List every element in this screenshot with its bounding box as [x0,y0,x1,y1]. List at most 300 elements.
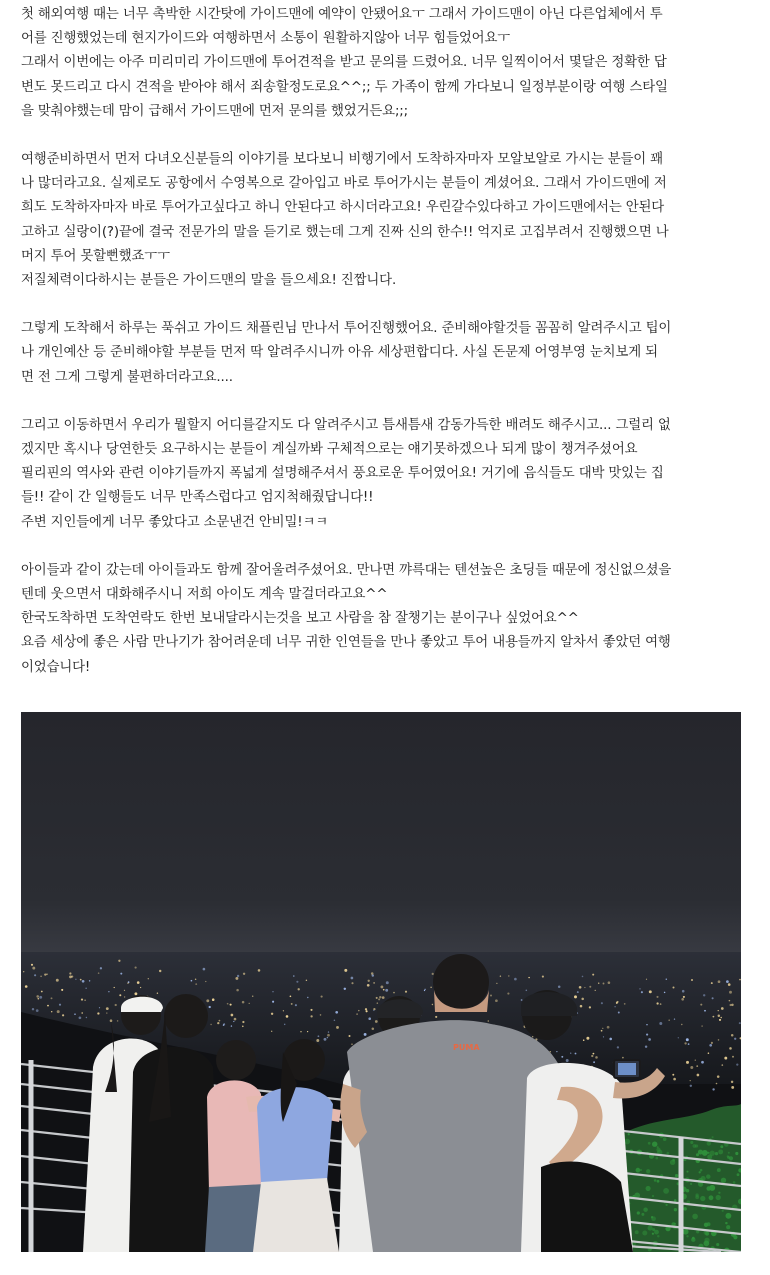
foliage-leaf [652,1141,657,1146]
city-light [673,1078,676,1081]
text-line: 희도 도착하자마자 바로 투어가고싶다고 하니 안된다고 하시더라고요! 우린갈수있다하고 가이드맨에서는 안된다 [21,200,665,216]
city-light [100,967,102,969]
foliage-leaf [642,1230,647,1235]
city-light [731,1081,733,1083]
foliage-leaf [686,1171,688,1173]
foliage-leaf [695,1144,698,1147]
foliage-leaf [733,1181,736,1184]
city-light [233,1021,234,1022]
foliage-leaf [691,1238,695,1242]
city-light [23,971,24,972]
city-light [242,1026,244,1028]
city-light [36,995,39,998]
city-light [310,1015,312,1017]
city-light [589,1006,591,1008]
foliage-leaf [655,1157,658,1160]
city-light [688,1043,690,1045]
foliage-leaf [718,1192,720,1194]
city-light [79,1016,82,1019]
city-light [32,1008,34,1010]
city-light [217,1022,219,1024]
city-light [86,988,87,989]
city-light [507,993,509,995]
city-light [351,982,353,984]
city-light [324,1038,327,1041]
city-light [711,982,713,984]
foliage-leaf [720,1145,723,1148]
city-light [327,1037,328,1038]
night-sky [21,712,741,962]
city-light [243,973,245,975]
city-light [106,1012,107,1013]
city-light [579,986,582,989]
city-light [191,980,193,982]
city-light [210,1024,211,1025]
city-light [80,979,82,981]
city-light [648,1038,651,1041]
city-light [97,1012,99,1014]
city-light [242,1001,245,1004]
text-line: 주변 지인들에게 너무 좋았다고 소문낸건 안비밀!ㅋㅋ [21,514,329,530]
city-light [212,998,215,1001]
night-view-illustration [21,712,741,1252]
city-light [532,1036,533,1037]
foliage-leaf [709,1195,714,1200]
city-light [318,1035,320,1037]
city-light [62,1014,64,1016]
foliage-leaf [683,1207,686,1210]
city-light [41,991,43,993]
city-light [368,980,370,982]
city-light [334,1020,336,1022]
city-light [108,991,109,992]
text-line: 저질체력이다하시는 분들은 가이드맨의 말을 들으세요! 진짭니다. [21,273,397,289]
city-light [488,1020,490,1022]
city-light [39,996,42,999]
city-light [683,996,685,998]
city-light [701,1025,702,1026]
foliage-leaf [707,1141,711,1145]
city-light [734,1038,736,1040]
city-light [718,1039,720,1041]
city-light [681,998,684,1001]
foliage-leaf [675,1174,678,1177]
city-light [521,999,523,1001]
city-light [40,975,42,977]
city-light [231,1014,234,1017]
city-light [307,1031,308,1032]
city-light [570,1053,571,1054]
city-light [603,983,605,985]
text-line: 겠지만 혹시나 당연한듯 요구하시는 분들이 계실까봐 구체적으로는 얘기못하겠으나 되게 많이 챙겨주셨어요 [21,442,638,458]
city-light [119,994,121,996]
city-light [704,1010,706,1012]
city-light [617,1046,619,1048]
city-light [583,1039,585,1041]
city-light [584,987,585,988]
city-light [249,1003,250,1004]
foliage-leaf [646,1186,651,1191]
city-light [236,989,239,992]
city-light [327,1034,330,1037]
city-light [219,1020,221,1022]
text-line: 첫 해외여행 때는 너무 촉박한 시간탓에 가이드맨에 예약이 안됐어요ㅜ 그래서 가이드맨이 아닌 다른업체에서 투 [21,7,663,22]
city-light [732,1056,734,1058]
city-light [672,1074,674,1076]
city-light [321,996,323,998]
city-light [686,1061,689,1064]
foliage-leaf [701,1176,706,1181]
city-light [729,991,732,994]
text-line: 이었습니다! [21,659,91,675]
city-light [731,1004,733,1006]
city-light [686,1038,689,1041]
city-light [528,977,529,978]
city-light [377,1002,379,1004]
city-light [366,1010,368,1012]
city-light [118,960,120,962]
city-light [372,974,374,976]
foliage-leaf [636,1168,641,1173]
city-light [432,1004,433,1005]
foliage-leaf [628,1133,630,1135]
foliage-leaf [726,1225,730,1229]
foliage-leaf [651,1216,653,1218]
foliage-leaf [648,1142,651,1145]
city-light [272,991,273,992]
city-light [364,1033,367,1036]
city-light [386,981,389,984]
city-light [74,1013,76,1015]
night-view-photo [21,712,741,1252]
city-light [660,1003,662,1005]
foliage-leaf [665,1204,667,1206]
city-light [736,1063,738,1065]
city-light [81,999,83,1001]
text-line: 면 전 그게 그렇게 불편하더라고요.... [21,369,233,385]
city-light [695,1060,696,1061]
city-light [614,1006,615,1007]
text-line: 머지 투어 못할뻔했죠ㅜㅜ [21,248,170,264]
city-light [378,998,380,1000]
city-light [691,979,693,981]
city-light [56,979,59,982]
city-light [646,1034,648,1036]
foliage-leaf [733,1235,737,1239]
city-light [59,1004,61,1006]
city-light [286,1015,289,1018]
city-light [682,990,685,993]
city-light [593,1053,595,1055]
foliage-leaf [663,1188,669,1194]
city-light [701,1061,704,1064]
foliage-leaf [648,1226,653,1231]
text-line: 여행준비하면서 먼저 다녀오신분들의 이야기를 보다보니 비행기에서 도착하자마자 모알보알로 가시는 분들이 꽤 [21,152,663,168]
city-light [728,983,731,986]
city-light [726,980,729,983]
city-light [358,1010,359,1011]
city-light [114,987,115,988]
city-light [84,1000,85,1001]
city-light [306,980,307,981]
city-light [31,964,33,966]
foliage-leaf [727,1156,730,1159]
city-light [618,1012,620,1014]
city-light [367,984,370,987]
text-line: 어를 진행했었는데 현지가이드와 여행하면서 소통이 원활하지않아 너무 힘들었어요ㅜ [21,31,511,47]
foliage-leaf [654,1179,657,1182]
city-light [25,985,28,988]
city-light [603,1036,604,1037]
foliage-leaf [637,1211,640,1214]
city-light [300,1031,301,1032]
foliage-leaf [635,1230,639,1234]
city-light [34,974,36,976]
city-light [624,1003,626,1005]
foliage-leaf [672,1159,675,1162]
city-light [591,1055,593,1057]
city-light [195,983,197,985]
city-light [708,1052,710,1054]
city-light [495,999,498,1002]
text-line: 아이들과 같이 갔는데 아이들과도 함께 잘어울려주셨어요. 만나면 꺄륵대는 텐션높은 초딩들 때문에 정신없으셨을 [21,562,672,578]
paragraph-tour [21,414,743,535]
foliage-leaf [737,1173,740,1176]
city-light [514,978,517,981]
foliage-leaf [717,1168,721,1172]
foliage-leaf [721,1178,726,1183]
city-light [646,979,647,980]
city-light [379,996,381,998]
foliage-leaf [674,1208,677,1211]
city-light [69,972,71,974]
city-light [51,1011,52,1012]
city-light [718,1010,719,1011]
city-light [681,1024,682,1025]
review-article [21,3,743,704]
city-light [609,1038,612,1041]
foliage-leaf [667,1152,670,1155]
city-light [607,1026,610,1029]
city-light [205,981,206,982]
city-light [602,1028,603,1029]
city-light [140,987,141,988]
paragraph-preparation [21,148,743,293]
city-light [721,1064,723,1066]
foliage-leaf [695,1193,698,1196]
city-light [383,989,385,991]
city-light [508,975,509,976]
foliage-leaf [704,1241,710,1247]
city-light [371,972,374,975]
city-light [432,973,434,975]
city-light [351,977,354,980]
city-light [556,1051,557,1052]
city-light [242,1021,244,1023]
city-light [51,997,53,999]
city-light [697,1074,700,1077]
city-light [574,995,577,998]
city-light [500,975,501,976]
text-line: 필리핀의 역사와 관련 이야기들까지 폭넓게 설명해주셔서 풍요로운 투어였어요! 거기에 음식들도 대박 맛있는 집 [21,466,664,482]
city-light [712,1088,714,1090]
city-light [729,1000,731,1002]
city-light [75,979,76,980]
foliage-leaf [716,1195,721,1200]
city-light [496,983,497,984]
city-light [36,1009,39,1012]
city-light [115,1004,117,1006]
city-light [385,989,388,992]
city-light [375,1020,378,1023]
foliage-leaf [646,1169,650,1173]
city-light [646,1024,647,1025]
city-light [316,1039,319,1042]
city-light [296,981,298,983]
text-line: 들!! 같이 간 일행들도 너무 만족스럽다고 엄지척해줬답니다!! [21,490,374,506]
city-light [38,998,40,1000]
city-light [430,987,431,988]
city-light [598,982,599,983]
city-light [124,990,125,991]
city-light [328,1031,329,1032]
city-light [372,1028,375,1031]
foliage-leaf [696,1230,699,1233]
paragraph-arrival [21,317,743,390]
city-light [81,1012,83,1014]
city-light [639,988,640,989]
city-light [684,1042,686,1044]
city-light [678,1037,679,1038]
foliage-leaf [654,1230,659,1235]
city-light [592,974,594,976]
city-light [127,982,128,983]
city-light [690,1066,693,1069]
foliage-leaf [718,1149,723,1154]
city-light [577,991,579,993]
city-light [595,1056,598,1059]
shirt-brand-logo: PUMA [453,1043,480,1052]
foliage-leaf [735,1152,738,1155]
city-light [373,982,375,984]
city-light [581,998,584,1001]
city-light [135,967,137,969]
city-light [668,1019,670,1021]
foliage-leaf [709,1185,715,1191]
city-light [284,1024,285,1025]
city-light [380,985,383,988]
foliage-leaf [704,1223,708,1227]
city-light [645,1045,647,1047]
text-line: 그리고 이동하면서 우리가 뭘할지 어디를갈지도 다 알려주시고 틈새틈새 감동가득한 배려도 해주시고... 그럴리 없 [21,417,671,433]
foliage-leaf [686,1235,688,1237]
city-light [739,979,741,981]
city-light [703,994,705,996]
city-light [271,1031,272,1032]
foliage-leaf [728,1152,730,1154]
city-light [608,981,611,984]
city-light [110,1019,113,1022]
city-light [209,1006,211,1008]
city-light [582,976,584,978]
city-light [368,1017,371,1020]
city-light [231,1025,232,1026]
city-light [61,989,63,991]
city-light [712,997,714,999]
city-light [593,1061,595,1063]
foliage-leaf [657,1180,660,1183]
city-light [82,980,85,983]
city-light [622,1057,624,1059]
city-light [291,1003,293,1005]
city-light [283,1010,284,1011]
city-light [272,1001,274,1003]
city-light [69,975,72,978]
foliage-leaf [716,1243,719,1246]
city-light [235,977,238,980]
city-light [336,1026,339,1029]
foliage-leaf [640,1169,642,1171]
city-light [271,1013,273,1015]
foliage-leaf [683,1229,689,1235]
foliage-leaf [712,1136,714,1138]
city-light [298,988,300,990]
foliage-leaf [656,1148,660,1152]
city-light [641,991,643,993]
city-light [335,1011,338,1014]
city-light [720,1017,722,1019]
foliage-leaf [652,1233,654,1235]
foliage-leaf [700,1169,703,1172]
city-light [393,992,395,994]
city-light [424,989,426,991]
city-light [672,986,674,988]
city-light [739,1022,741,1024]
foliage-leaf [643,1207,648,1212]
city-light [159,970,161,972]
city-light [89,980,90,981]
city-light [526,990,528,992]
city-light [195,978,197,980]
city-light [356,1013,358,1015]
paragraph-kids [21,559,743,680]
city-light [435,1016,437,1018]
city-light [376,997,378,999]
city-light [566,1059,569,1062]
city-light [44,973,46,975]
city-light [234,1018,237,1021]
foliage-leaf [696,1153,699,1156]
text-line: 그렇게 도착해서 하루는 푹쉬고 가이드 채플린님 만나서 투어진행했어요. 준비해야할것들 꼼꼼히 알려주시고 팁이 [21,321,672,337]
city-light [320,1014,322,1016]
city-light [157,993,158,994]
city-light [718,980,721,983]
city-light [293,975,295,977]
text-line: 나 많더라고요. 실제로도 공항에서 수영복으로 갈아입고 바로 투어가시는 분들이 계셨어요. 그래서 가이드맨에 저 [21,176,667,192]
city-light [148,978,149,979]
city-light [344,988,346,990]
city-light [137,981,140,984]
foliage-leaf [690,1141,693,1144]
city-light [307,997,308,998]
city-light [258,969,261,972]
text-line: 요즘 세상에 좋은 사람 만나기가 참어려운데 너무 귀한 인연들을 만나 좋았고 투어 내용들까지 알차서 좋았던 여행 [21,635,671,651]
city-light [700,1004,702,1006]
city-light [106,1007,109,1010]
city-light [721,1007,724,1010]
foliage-leaf [692,1214,698,1220]
city-light [656,996,658,998]
